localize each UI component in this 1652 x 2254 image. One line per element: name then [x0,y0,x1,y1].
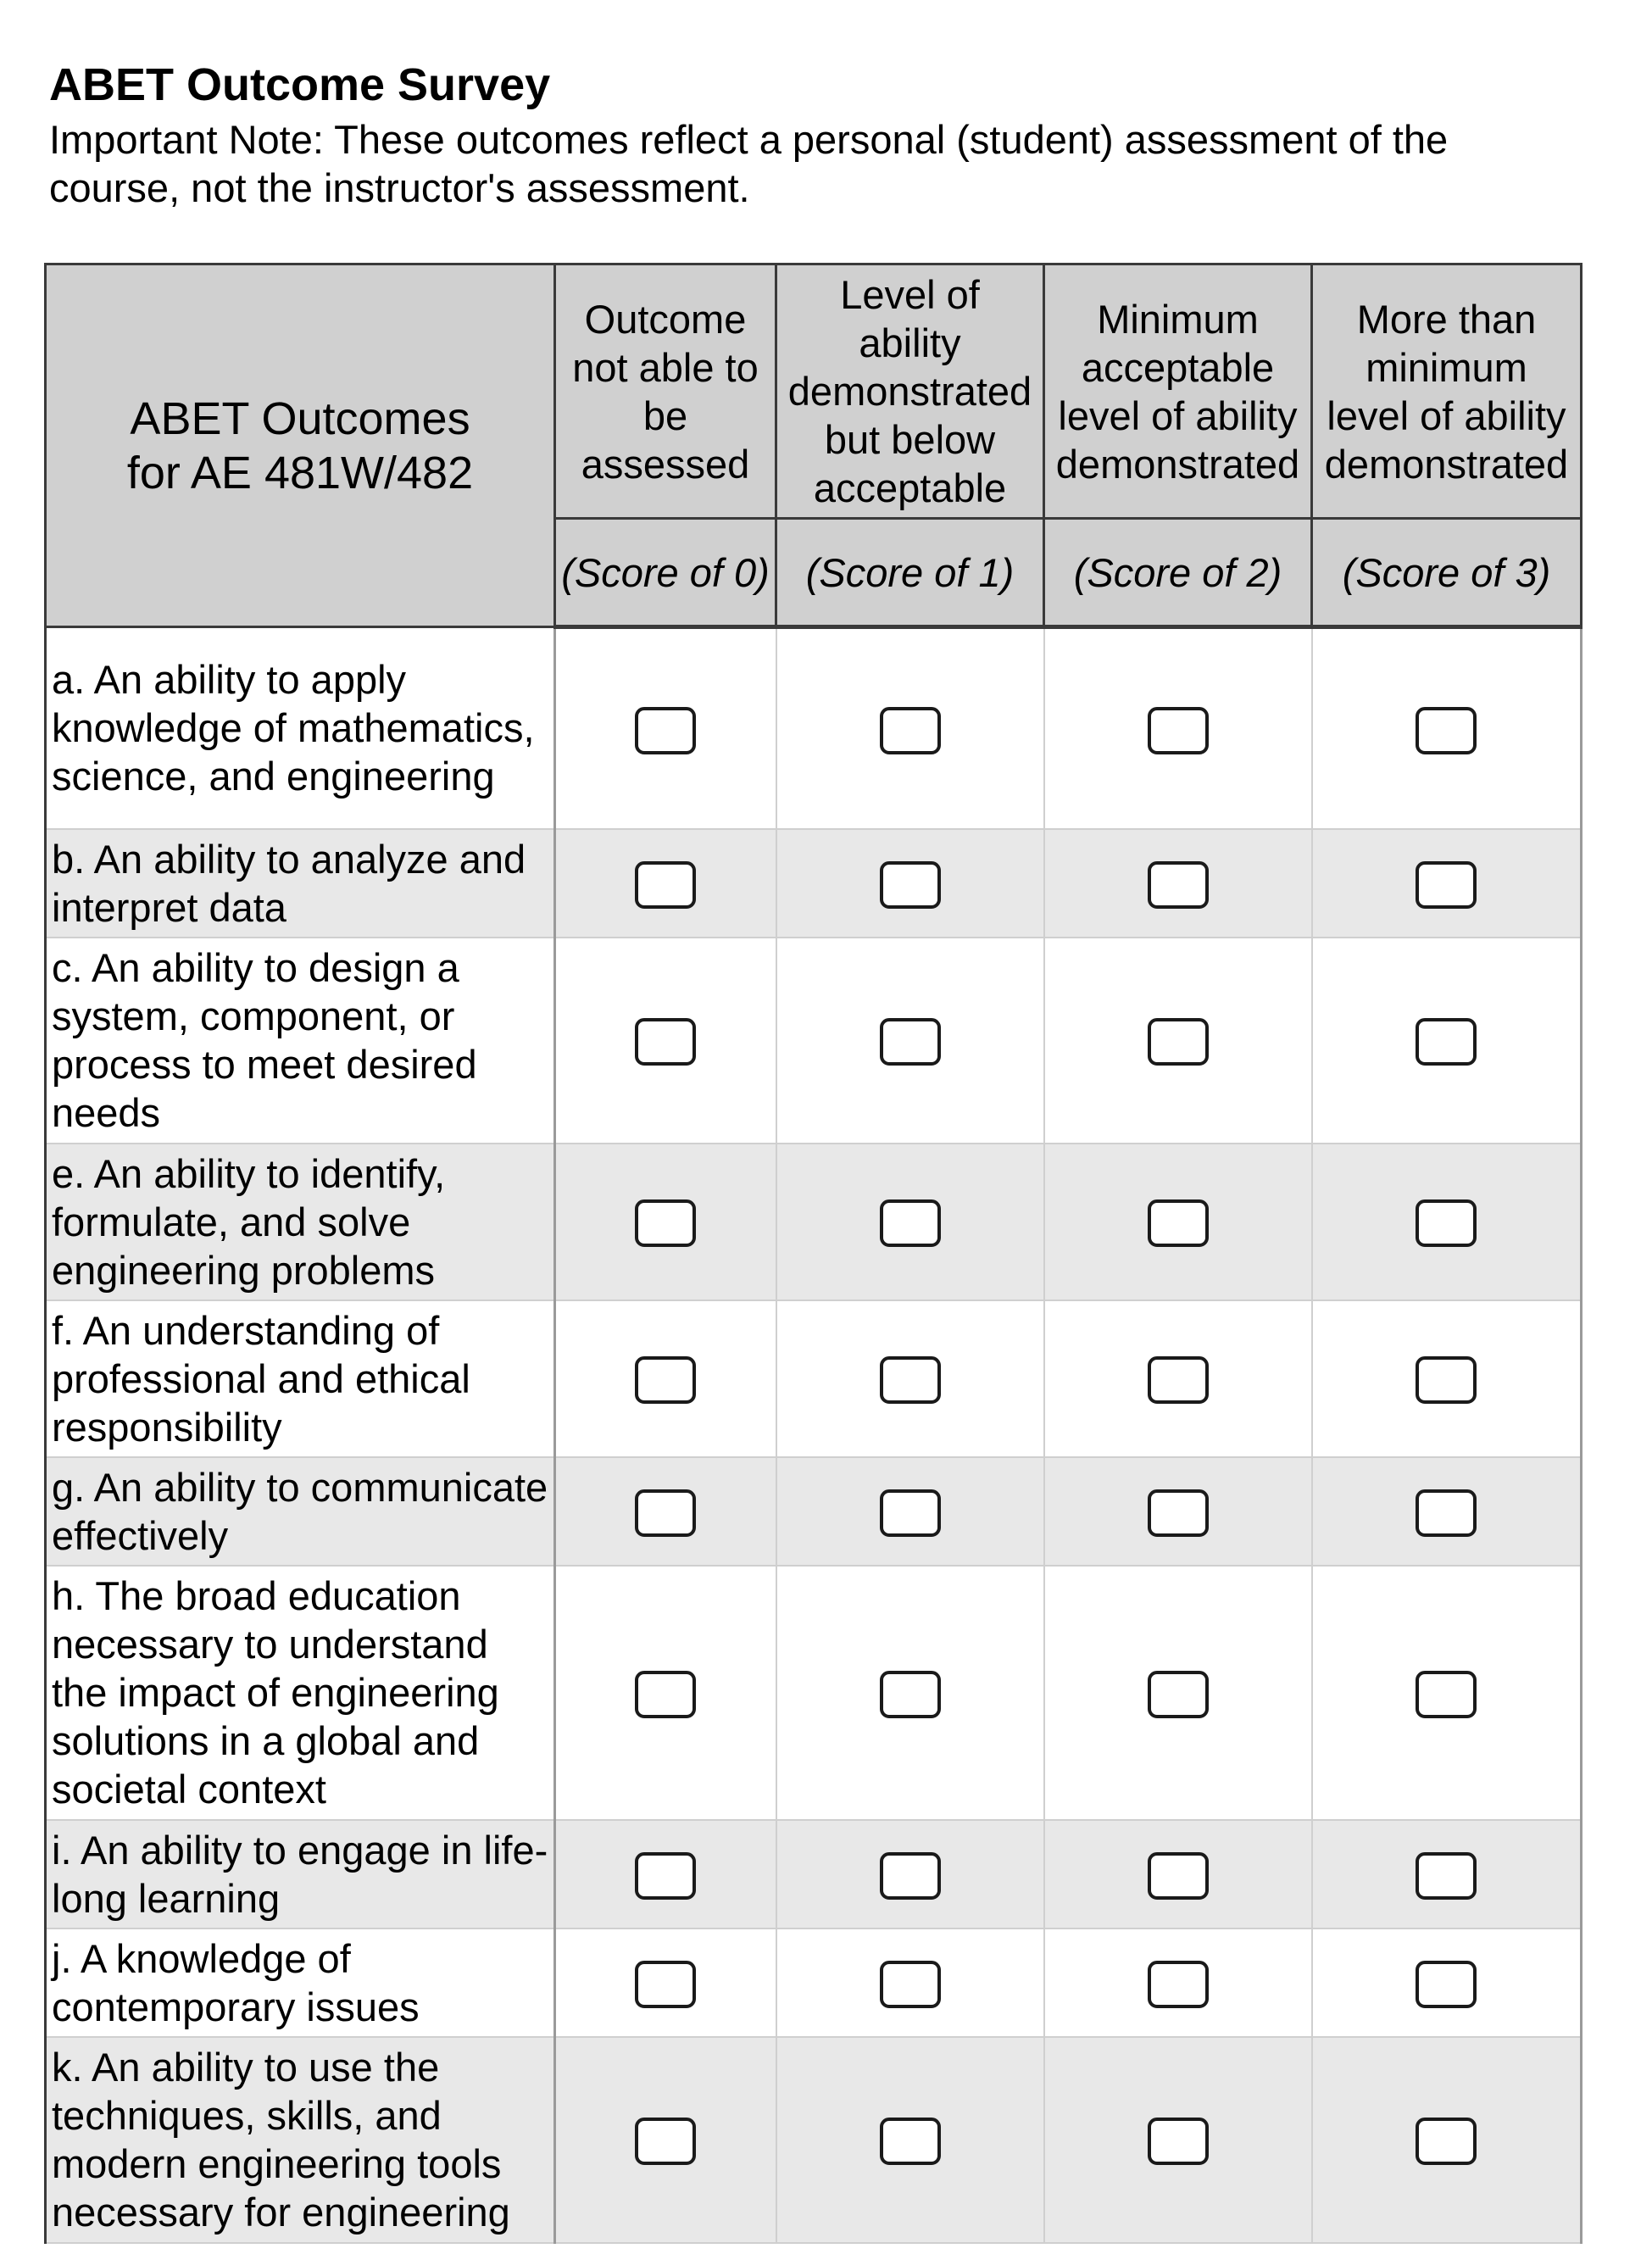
table-row [46,1566,1582,1820]
table-row [46,627,1582,829]
outcome-survey-table [44,263,1582,2244]
score-3-checkbox[interactable] [1416,1199,1477,1247]
score-1-checkbox[interactable] [880,1852,941,1900]
score-2-checkbox[interactable] [1148,1961,1209,2008]
outcome-label: j. A knowledge of contemporary issues [46,1928,555,2037]
score-0-checkbox[interactable] [635,707,696,754]
score-3-checkbox[interactable] [1416,707,1477,754]
outcomes-column-header [46,264,555,627]
score-3-checkbox[interactable] [1416,1356,1477,1404]
score-1-checkbox[interactable] [880,1671,941,1718]
score-label-2: (Score of 2) [1044,519,1312,627]
score-0-checkbox[interactable] [635,2118,696,2165]
score-0-checkbox[interactable] [635,1199,696,1247]
score-0-checkbox[interactable] [635,1671,696,1718]
outcome-label: g. An ability to communicate effectively [46,1457,555,1566]
table-row [46,1144,1582,1300]
outcome-label: h. The broad education necessary to understand the impact of engineering solutions in a global and societal context [46,1566,555,1820]
table-row [46,1300,1582,1457]
column-header-score-1: Level of ability demonstrated but below acceptable [776,264,1044,519]
score-3-checkbox[interactable] [1416,1671,1477,1718]
table-row [46,2037,1582,2243]
table-row [46,938,1582,1144]
score-2-checkbox[interactable] [1148,2118,1209,2165]
score-1-checkbox[interactable] [880,861,941,909]
score-3-checkbox[interactable] [1416,861,1477,909]
score-0-checkbox[interactable] [635,1852,696,1900]
column-header-score-2: Minimum acceptable level of ability demonstrated [1044,264,1312,519]
outcome-label: f. An understanding of professional and ethical responsibility [46,1300,555,1457]
score-2-checkbox[interactable] [1148,1671,1209,1718]
score-3-checkbox[interactable] [1416,1489,1477,1537]
score-2-checkbox[interactable] [1148,1018,1209,1066]
score-3-checkbox[interactable] [1416,1961,1477,2008]
column-header-score-0: Outcome not able to be assessed [555,264,776,519]
table-row [46,1457,1582,1566]
score-label-3: (Score of 3) [1312,519,1582,627]
score-2-checkbox[interactable] [1148,861,1209,909]
page-title: ABET Outcome Survey [49,59,551,110]
score-0-checkbox[interactable] [635,861,696,909]
score-1-checkbox[interactable] [880,2118,941,2165]
score-3-checkbox[interactable] [1416,1852,1477,1900]
score-2-checkbox[interactable] [1148,1356,1209,1404]
score-2-checkbox[interactable] [1148,1852,1209,1900]
score-0-checkbox[interactable] [635,1961,696,2008]
score-label-1: (Score of 1) [776,519,1044,627]
score-1-checkbox[interactable] [880,1199,941,1247]
important-note: Important Note: These outcomes reflect a personal (student) assessment of the course, not the instructor's assessment. [49,117,1449,210]
outcome-label: b. An ability to analyze and interpret data [46,829,555,938]
outcomes-header-line: ABET Outcomes [130,392,470,444]
table-row [46,829,1582,938]
score-1-checkbox[interactable] [880,1489,941,1537]
table-row [46,1928,1582,2037]
score-0-checkbox[interactable] [635,1018,696,1066]
score-0-checkbox[interactable] [635,1489,696,1537]
table-row [46,1820,1582,1928]
outcome-label: k. An ability to use the techniques, skills, and modern engineering tools necessary for engineering [46,2037,555,2243]
score-0-checkbox[interactable] [635,1356,696,1404]
score-1-checkbox[interactable] [880,1961,941,2008]
outcome-label: i. An ability to engage in life-long learning [46,1820,555,1928]
outcome-label: e. An ability to identify, formulate, and solve engineering problems [46,1144,555,1300]
score-3-checkbox[interactable] [1416,1018,1477,1066]
outcome-label: a. An ability to apply knowledge of mathematics, science, and engineering [46,627,555,829]
score-1-checkbox[interactable] [880,1356,941,1404]
score-1-checkbox[interactable] [880,1018,941,1066]
score-2-checkbox[interactable] [1148,707,1209,754]
score-3-checkbox[interactable] [1416,2118,1477,2165]
outcome-label: c. An ability to design a system, component, or process to meet desired needs [46,938,555,1144]
score-label-0: (Score of 0) [555,519,776,627]
score-1-checkbox[interactable] [880,707,941,754]
column-header-score-3: More than minimum level of ability demonstrated [1312,264,1582,519]
score-2-checkbox[interactable] [1148,1489,1209,1537]
score-2-checkbox[interactable] [1148,1199,1209,1247]
outcomes-header-line: for AE 481W/482 [126,447,474,498]
